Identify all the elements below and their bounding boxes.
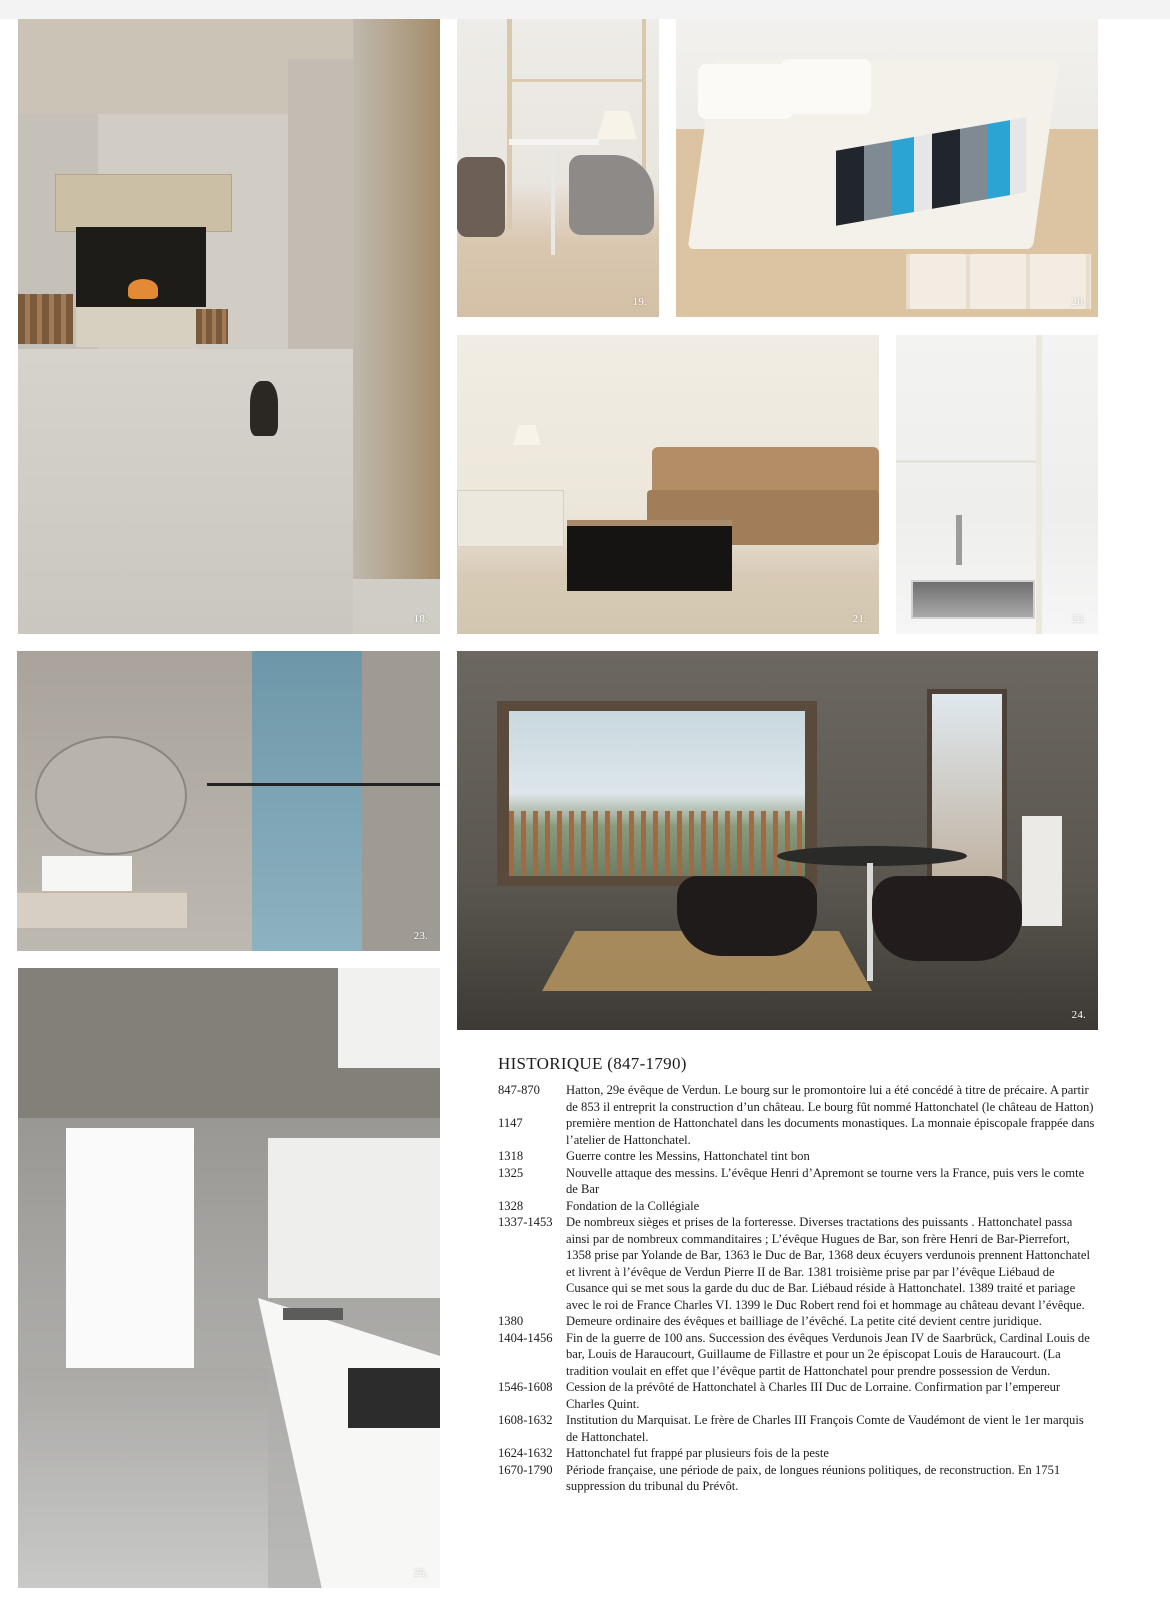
timeline-entry	[498, 1445, 1098, 1462]
entry-years: 847-870	[498, 1083, 540, 1097]
photo-caption: 19.	[632, 296, 647, 308]
top-bar	[0, 0, 1170, 19]
armchair-left	[457, 157, 505, 237]
entry-years: 1624-1632	[498, 1446, 553, 1460]
black-chair-right	[872, 876, 1022, 961]
sink	[283, 1308, 343, 1320]
lamp-shade	[513, 425, 541, 445]
timeline-entry	[498, 1214, 1098, 1313]
firewood-pile-right	[196, 309, 228, 344]
storage-shelves	[906, 254, 1091, 309]
entry-years: 1328	[498, 1198, 524, 1213]
timeline-entry	[498, 1165, 1098, 1198]
entry-text: De nombreux sièges et prises de la forteresse. Diverses tractations des puissants . Hattonchatel passa ainsi par de nombreux commanditaires ; L’évêque Hugues de Bar, son frère Henri de Bar-Pierrefort, 1358 prise par Yolande de Bar, 1363 le Duc de Bar, 1368 deux écuyers verdunois prennent Hattonchatel et livrent à l’évêque de Verdun Pierre II de Bar. 1381 troisième prise par par l’évêque Liébaud de Cusance qui se met sous la garde du duc de Bar. Liébaud réside à Hattonchatel. 1389 traité et pariage avec le roi de France Charles VI. 1399 le Duc Robert rend foi et hommage au château devant l’évêque.	[566, 1215, 1090, 1312]
photo-caption: 21.	[852, 613, 867, 625]
fire	[128, 279, 158, 299]
side-wall	[362, 651, 440, 951]
photo-bathroom-mirror	[17, 651, 440, 951]
photo-caption: 25.	[413, 1567, 428, 1579]
table-stem	[551, 145, 555, 255]
faucet	[956, 515, 962, 565]
entry-text: Hattonchatel fut frappé par plusieurs fois de la peste	[566, 1446, 829, 1460]
polished-floor	[18, 349, 353, 634]
wooden-balustrade	[509, 811, 805, 876]
entry-years: 1404-1456	[498, 1330, 553, 1345]
wooden-vanity	[17, 891, 187, 928]
concrete-floor	[18, 1368, 268, 1588]
entry-years: 1325	[498, 1165, 524, 1180]
entry-years: 1147	[498, 1116, 523, 1130]
hearth-bench	[76, 307, 196, 347]
timeline-entry	[498, 1082, 1098, 1115]
photo-caption: 18.	[413, 613, 428, 625]
timeline-entry	[498, 1148, 1098, 1165]
steel-sink	[911, 580, 1035, 619]
photo-white-kitchen	[18, 968, 440, 1588]
dog	[250, 381, 278, 436]
timeline-entry	[498, 1313, 1098, 1330]
photo-caption: 22.	[1071, 613, 1086, 625]
pillow	[698, 64, 793, 119]
timeline-entry	[498, 1330, 1098, 1380]
shoji-frame	[507, 19, 512, 229]
shoji-rail	[512, 79, 642, 82]
entry-text: Demeure ordinaire des évêques et bailliage de l’évêché. La petite cité devient centre juridique.	[566, 1314, 1042, 1328]
photo-panoramic-window	[457, 651, 1098, 1030]
timeline-entry	[498, 1115, 1098, 1148]
lamp-shade	[597, 111, 637, 139]
timeline-entry	[498, 1462, 1098, 1495]
entry-text: Nouvelle attaque des messins. L’évêque Henri d’Apremont se tourne vers la France, puis vers le comte de Bar	[566, 1165, 1085, 1196]
washbasin	[42, 856, 132, 891]
frosted-glass-door	[252, 651, 364, 951]
entry-text: Période française, une période de paix, de longues réunions politiques, de reconstruction. En 1751 suppression du tribunal du Prévôt.	[566, 1462, 1061, 1493]
photo-kitchenette-sink	[896, 335, 1098, 634]
entry-text: Fondation de la Collégiale	[566, 1198, 700, 1213]
entry-text: Guerre contre les Messins, Hattonchatel tint bon	[566, 1149, 810, 1163]
stone-arch	[353, 19, 440, 579]
entry-text: Cession de la prévôté de Hattonchatel à Charles III Duc de Lorraine. Confirmation par l’empereur Charles Quint.	[566, 1380, 1061, 1411]
photo-fireplace-hall	[18, 19, 440, 634]
entry-years: 1318	[498, 1149, 524, 1163]
upper-shelf	[896, 335, 1036, 463]
timeline-entry	[498, 1198, 1098, 1215]
photo-caption: 23.	[413, 930, 428, 942]
sliding-door	[66, 1128, 194, 1373]
photo-living-room-sofa	[457, 335, 879, 634]
frame-post	[1036, 335, 1042, 634]
armchair-right	[569, 155, 654, 235]
black-chair-left	[677, 876, 817, 956]
mantel	[55, 174, 232, 232]
entry-years: 1546-1608	[498, 1380, 553, 1394]
low-bench	[457, 490, 564, 547]
entry-text: Fin de la guerre de 100 ans. Succession des évêques Verdunois Jean IV de Saarbrück, Cardinal Louis de bar, Louis de Haraucourt, Guillaume de Fillastre et pour un 2e épiscopat Louis de Haraucourt. (La tradition voulait en effet que l’évêque partit de Hattonchatel pour prendre possession de Verdun.	[566, 1330, 1090, 1378]
cooktop	[348, 1368, 440, 1428]
entry-years: 1608-1632	[498, 1413, 553, 1427]
oval-mirror	[35, 736, 187, 855]
timeline-list	[498, 1082, 1098, 1495]
photo-platform-bed	[676, 19, 1098, 317]
photo-caption: 20.	[1071, 296, 1086, 308]
entry-text: première mention de Hattonchatel dans les documents monastiques. La monnaie épiscopale frappée dans l’atelier de Hattonchatel.	[566, 1116, 1095, 1147]
entry-years: 1380	[498, 1314, 524, 1328]
kitchen-wall	[268, 1138, 440, 1298]
pillow	[781, 59, 871, 114]
fridge	[1022, 816, 1062, 926]
coffee-table	[567, 520, 732, 591]
entry-years: 1337-1453	[498, 1215, 553, 1229]
timeline-entry	[498, 1412, 1098, 1445]
towel-rail	[207, 783, 440, 786]
timeline-entry	[498, 1379, 1098, 1412]
photo-chairs-lamp	[457, 19, 659, 317]
kitchen-counter	[258, 1298, 440, 1588]
entry-text: Institution du Marquisat. Le frère de Charles III François Comte de Vaudémont de vient le 1er marquis de Hattonchatel.	[566, 1413, 1084, 1444]
firewood-pile	[18, 294, 73, 344]
range-hood	[338, 968, 440, 1068]
historique-section	[498, 1054, 1098, 1495]
photo-caption: 24.	[1071, 1009, 1086, 1021]
entry-text: Hatton, 29e évêque de Verdun. Le bourg sur le promontoire lui a été concédé à titre de précaire. A partir de 853 il entreprit la construction d’un château. Le bourg fût nommé Hattonchatel (le château de Hatton)	[566, 1083, 1094, 1114]
historique-title: HISTORIQUE (847-1790)	[498, 1054, 687, 1073]
entry-years: 1670-1790	[498, 1462, 553, 1477]
